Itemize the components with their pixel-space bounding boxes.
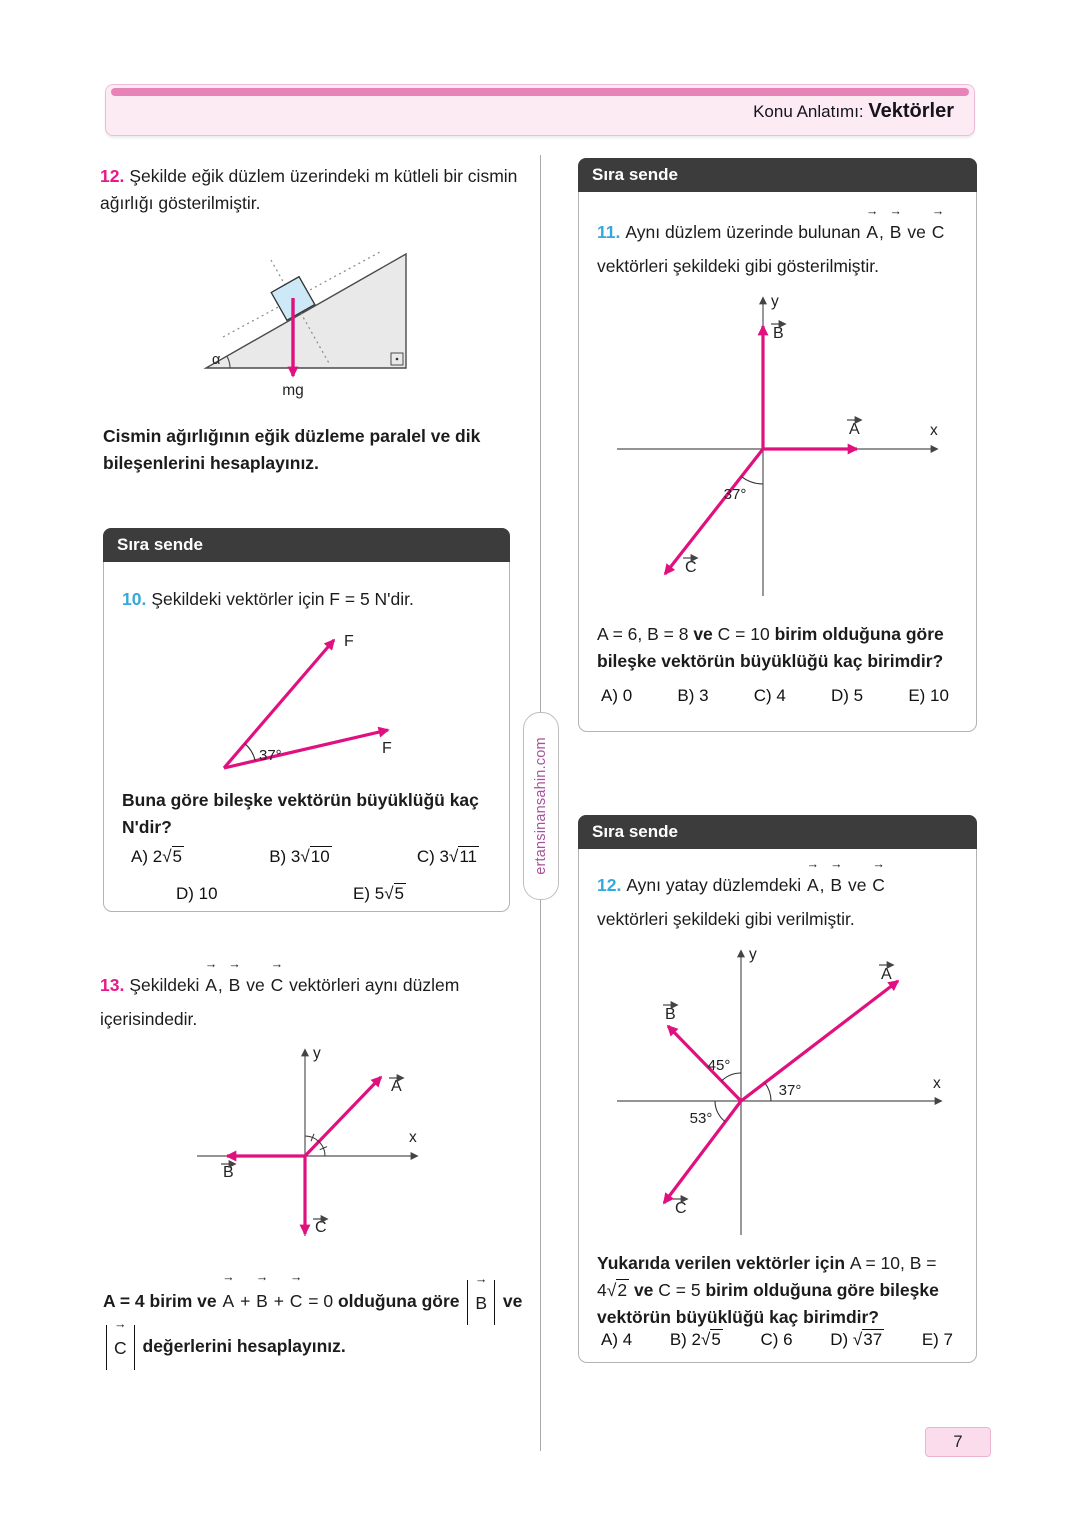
right-angle-dot xyxy=(396,358,399,361)
question-13-number: 13. xyxy=(100,975,125,995)
alpha-angle-label: α xyxy=(212,352,221,368)
question-10-prompt: Buna göre bileşke vektörün büyüklüğü kaç N'dir? xyxy=(122,790,479,838)
sqrt-radical: √ 37 xyxy=(853,1329,884,1349)
angle-arc-a xyxy=(765,1083,771,1101)
vector-a-symbol: → A xyxy=(204,968,218,1002)
page-banner xyxy=(105,84,975,136)
vector-b-label: B xyxy=(665,1006,676,1023)
question-10-options-row-2 xyxy=(176,884,406,904)
sira-sende-box-12 xyxy=(578,815,977,1363)
vector-c-label: C xyxy=(675,1200,687,1217)
question-13-prompt: A = 4 birim ve → A + → B + → C = 0 olduğuna göre → B ve → C değerlerini hesaplayınız. xyxy=(103,1280,537,1370)
vector-b-label: B xyxy=(773,325,784,342)
topic-title: Vektörler xyxy=(868,100,954,122)
question-12r-options xyxy=(601,1330,953,1350)
option-c: C) 6 xyxy=(760,1330,793,1349)
watermark-text: ertansinansahin.com xyxy=(533,737,550,875)
angle-label: 37° xyxy=(723,486,747,503)
question-10-text: 10. Şekildeki vektörler için F = 5 N'dir. xyxy=(122,589,414,609)
question-12r-text: 12. Aynı yatay düzlemdeki → A, → B ve → C vektörleri şekildeki gibi verilmiştir. xyxy=(597,868,961,936)
sqrt-radical: √ 11 xyxy=(449,846,479,866)
page-number-badge xyxy=(925,1427,991,1457)
question-12r-number: 12. xyxy=(597,875,622,895)
banner-text xyxy=(753,100,954,123)
angle-b-label: 45° xyxy=(707,1057,731,1074)
f2-label: F xyxy=(382,740,392,757)
vector-c-symbol: → C xyxy=(871,868,886,902)
q13-vectors-diagram xyxy=(185,1038,430,1246)
sqrt-radical: √ 5 xyxy=(162,846,184,866)
mg-label: mg xyxy=(282,382,304,399)
question-10-options-row-1 xyxy=(131,847,479,867)
vector-b-symbol: → B xyxy=(228,968,242,1002)
x-axis-label: x xyxy=(409,1129,417,1146)
question-11-text: 11. Aynı düzlem üzerinde bulunan → A, → B ve → C vektörleri şekildeki gibi gösterilmiştir. xyxy=(597,215,959,283)
angle-a-label: 37° xyxy=(778,1082,802,1099)
angle-c-label: 53° xyxy=(689,1110,713,1127)
vector-b-symbol: → B xyxy=(474,1283,488,1324)
sira-sende-box-10 xyxy=(103,528,510,912)
vector-c-arrow xyxy=(665,449,763,574)
option-d: D) √ 37 xyxy=(830,1330,884,1350)
angle-arc-b xyxy=(722,1073,742,1081)
question-11-options xyxy=(601,686,949,706)
vector-c-symbol: → C xyxy=(931,215,946,249)
sira-sende-box-11 xyxy=(578,158,977,732)
question-10-number: 10. xyxy=(122,589,147,609)
x-axis-label: x xyxy=(933,1075,941,1092)
option-b: B) 3 xyxy=(677,686,709,705)
f1-label: F xyxy=(344,633,354,650)
question-12r-prompt: Yukarıda verilen vektörler için A = 10, B = 4 √ 2 ve C = 5 birim olduğuna göre bileşke vektörün büyüklüğü kaç birimdir? xyxy=(597,1250,965,1331)
option-b: B) 3 √ 10 xyxy=(269,847,331,867)
incline-diagram xyxy=(178,226,428,406)
watermark-pill xyxy=(523,712,559,900)
q11-vectors-diagram xyxy=(601,284,951,604)
vector-c-label: C xyxy=(315,1219,327,1236)
abs-value-c xyxy=(106,1325,135,1370)
option-e: E) 10 xyxy=(908,686,949,705)
sira-sende-header: Sıra sende xyxy=(578,815,977,849)
sira-sende-header: Sıra sende xyxy=(578,158,977,192)
option-b: B) 2 √ 5 xyxy=(670,1330,723,1350)
sqrt-radical: √ 5 xyxy=(384,883,406,903)
angle-label: 37° xyxy=(259,747,282,764)
vector-c-symbol: → C xyxy=(113,1328,128,1369)
q12r-vectors-diagram xyxy=(601,939,951,1239)
question-12-number: 12. xyxy=(100,166,125,186)
option-e: E) 5 √ 5 xyxy=(353,884,406,904)
vector-b-symbol: → B xyxy=(829,868,843,902)
angle-arc xyxy=(742,477,764,484)
sqrt-radical: √ 10 xyxy=(300,846,331,866)
option-a: A) 4 xyxy=(601,1330,633,1349)
vector-b-label: B xyxy=(223,1164,234,1181)
question-12-prompt: Cismin ağırlığının eğik düzleme paralel ve dik bileşenlerini hesaplayınız. xyxy=(103,426,481,474)
angle-arc xyxy=(245,744,255,761)
vector-b-symbol: → B xyxy=(255,1281,269,1322)
question-11-number: 11. xyxy=(597,222,621,242)
option-d: D) 5 xyxy=(831,686,864,705)
vector-c-symbol: → C xyxy=(289,1281,304,1322)
x-axis-label: x xyxy=(930,422,938,439)
vector-b-symbol: → B xyxy=(889,215,903,249)
page-number: 7 xyxy=(953,1432,963,1451)
y-axis-label: y xyxy=(313,1045,321,1062)
force-f2-vector xyxy=(224,730,388,768)
vector-a-symbol: → A xyxy=(865,215,879,249)
y-axis-label: y xyxy=(749,946,757,963)
vector-a-symbol: → A xyxy=(222,1281,236,1322)
vector-a-label: A xyxy=(391,1078,402,1095)
vector-a-label: A xyxy=(849,421,860,438)
option-e: E) 7 xyxy=(921,1330,953,1349)
option-d: D) 10 xyxy=(176,884,218,903)
abs-value-b xyxy=(467,1280,495,1325)
question-11-prompt: A = 6, B = 8 ve C = 10 birim olduğuna göre bileşke vektörün büyüklüğü kaç birimdir? xyxy=(597,624,944,672)
question-12-text: 12. Şekilde eğik düzlem üzerindeki m kütleli bir cismin ağırlığı gösterilmiştir. xyxy=(100,166,518,214)
option-a: A) 2 √ 5 xyxy=(131,847,184,867)
option-a: A) 0 xyxy=(601,686,633,705)
option-c: C) 4 xyxy=(753,686,786,705)
vector-a-arrow xyxy=(305,1077,381,1156)
banner-accent-bar xyxy=(111,88,969,96)
vector-a-label: A xyxy=(881,966,892,983)
question-13-text: 13. Şekildeki → A, → B ve → C vektörleri aynı düzlem içerisindedir. xyxy=(100,968,536,1036)
vector-c-label: C xyxy=(685,559,697,576)
two-forces-diagram xyxy=(136,613,436,781)
incline-triangle xyxy=(206,254,406,368)
vector-a-symbol: → A xyxy=(806,868,820,902)
vector-c-symbol: → C xyxy=(270,968,285,1002)
topic-label: Konu Anlatımı: xyxy=(753,102,864,121)
angle-arc-c xyxy=(715,1101,725,1122)
sqrt-radical: √ 2 xyxy=(607,1279,629,1300)
sira-sende-header: Sıra sende xyxy=(103,528,510,562)
y-axis-label: y xyxy=(771,293,779,310)
option-c: C) 3 √ 11 xyxy=(417,847,479,867)
sqrt-radical: √ 5 xyxy=(701,1329,723,1349)
